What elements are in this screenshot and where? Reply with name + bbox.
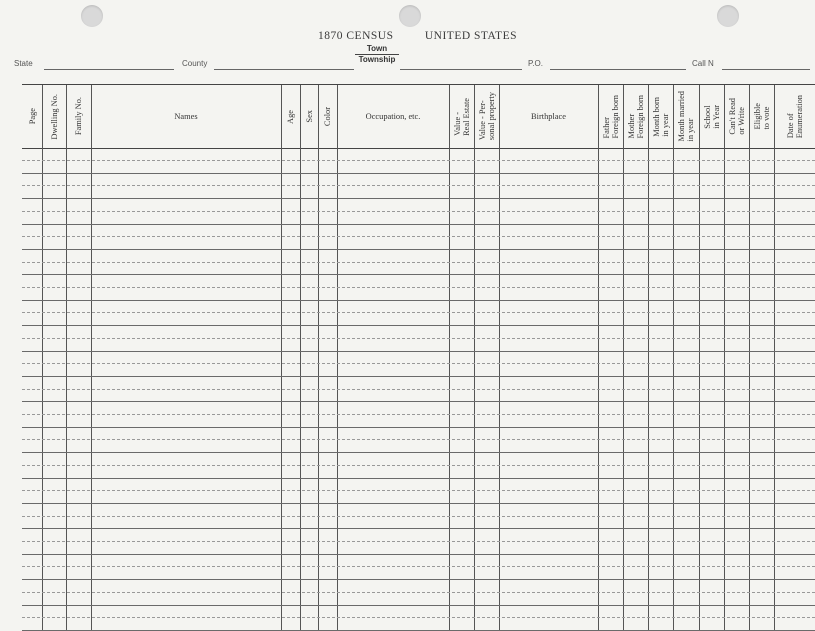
table-row-line [22, 351, 815, 352]
column-header-personal_property [474, 85, 499, 148]
table-row-line [22, 185, 815, 186]
table-row-line [22, 554, 815, 555]
table-row-line [22, 389, 815, 390]
column-divider [66, 85, 67, 631]
table-row-line [22, 528, 815, 529]
table-row-line [22, 605, 815, 606]
binder-hole-right [717, 5, 739, 27]
table-row-line [22, 490, 815, 491]
table-row-line [22, 503, 815, 504]
column-label-age: Age [286, 109, 295, 124]
column-divider [648, 85, 649, 631]
county-field[interactable] [214, 69, 354, 70]
table-row-line [22, 401, 815, 402]
county-label: County [182, 59, 208, 68]
column-divider [598, 85, 599, 631]
column-divider [337, 85, 338, 631]
column-label-month_born: Month born in year [651, 96, 670, 137]
column-header-read_write [724, 85, 749, 148]
column-divider [91, 85, 92, 631]
table-row-line [22, 325, 815, 326]
column-label-color: Color [323, 106, 332, 127]
column-header-month_born [648, 85, 673, 148]
column-label-sex: Sex [304, 110, 314, 123]
table-row-line [22, 312, 815, 313]
column-label-mother_foreign: Mother Foreign born [626, 94, 645, 139]
column-label-birthplace: Birthplace [531, 112, 566, 121]
column-header-occupation [337, 85, 449, 148]
column-label-personal_property: Value - Per- sonal property [477, 92, 496, 141]
table-row-line [22, 249, 815, 250]
header-divider [22, 148, 815, 149]
column-label-occupation: Occupation, etc. [365, 112, 421, 121]
column-divider [499, 85, 500, 631]
census-title: 1870 CENSUS [318, 30, 394, 42]
table-row-line [22, 541, 815, 542]
column-header-school [699, 85, 724, 148]
column-header-enumeration_date [774, 85, 815, 148]
column-label-month_married: Month married in year [677, 91, 695, 142]
country-title: UNITED STATES [424, 30, 518, 42]
column-divider [724, 85, 725, 631]
column-label-read_write: Can't Read or Write [727, 98, 746, 135]
po-label: P.O. [528, 59, 543, 68]
column-label-vote: Eligible to vote [752, 103, 771, 130]
state-label: State [14, 59, 33, 68]
census-grid [22, 84, 815, 631]
column-divider [318, 85, 319, 631]
column-divider [42, 85, 43, 631]
column-label-real_estate: Value - Real Estate [452, 97, 471, 136]
column-label-school: School in Year [702, 104, 721, 129]
column-label-names: Names [174, 112, 198, 121]
table-row-line [22, 160, 815, 161]
column-divider [449, 85, 450, 631]
table-row-line [22, 262, 815, 263]
call-field[interactable] [722, 69, 810, 70]
column-header-dwelling [42, 85, 66, 148]
state-field[interactable] [44, 69, 174, 70]
table-row-line [22, 300, 815, 301]
column-header-father_foreign [598, 85, 623, 148]
column-label-enumeration_date: Date of Enumeration [785, 94, 804, 139]
column-divider [623, 85, 624, 631]
binder-hole-center [399, 5, 421, 27]
table-row-line [22, 439, 815, 440]
column-header-color [318, 85, 337, 148]
table-row-line [22, 198, 815, 199]
table-row-line [22, 617, 815, 618]
column-divider [474, 85, 475, 631]
column-label-father_foreign: Father Foreign born [601, 94, 620, 139]
column-label-family: Family No. [74, 97, 83, 136]
column-header-age [281, 85, 300, 148]
table-row-line [22, 287, 815, 288]
column-header-family [66, 85, 91, 148]
column-divider [699, 85, 700, 631]
table-row-line [22, 363, 815, 364]
table-row-line [22, 427, 815, 428]
column-divider [774, 85, 775, 631]
table-row-line [22, 579, 815, 580]
column-header-sex [300, 85, 318, 148]
table-row-line [22, 211, 815, 212]
table-row-line [22, 338, 815, 339]
column-header-page [22, 85, 42, 148]
column-header-vote [749, 85, 774, 148]
town-label: Town [355, 44, 399, 55]
table-row-line [22, 465, 815, 466]
column-divider [673, 85, 674, 631]
column-header-birthplace [499, 85, 598, 148]
table-row-line [22, 592, 815, 593]
form-field-row [0, 55, 815, 75]
column-divider [749, 85, 750, 631]
column-label-dwelling: Dwelling No. [49, 93, 59, 140]
table-row-line [22, 236, 815, 237]
table-row-line [22, 224, 815, 225]
column-divider [281, 85, 282, 631]
call-label: Call N [692, 59, 714, 68]
township-label: Township [358, 55, 396, 64]
binder-hole-left [81, 5, 103, 27]
table-row-line [22, 173, 815, 174]
table-row-line [22, 414, 815, 415]
column-divider [300, 85, 301, 631]
column-header-names [91, 85, 281, 148]
table-row-line [22, 566, 815, 567]
table-row-line [22, 274, 815, 275]
table-row-line [22, 452, 815, 453]
column-header-month_married [673, 85, 699, 148]
table-row-line [22, 478, 815, 479]
town-field[interactable] [400, 69, 522, 70]
column-header-real_estate [449, 85, 474, 148]
column-label-page: Page [27, 108, 37, 125]
table-row-line [22, 516, 815, 517]
column-header-mother_foreign [623, 85, 648, 148]
form-title [318, 30, 545, 42]
table-row-line [22, 376, 815, 377]
po-field[interactable] [550, 69, 686, 70]
